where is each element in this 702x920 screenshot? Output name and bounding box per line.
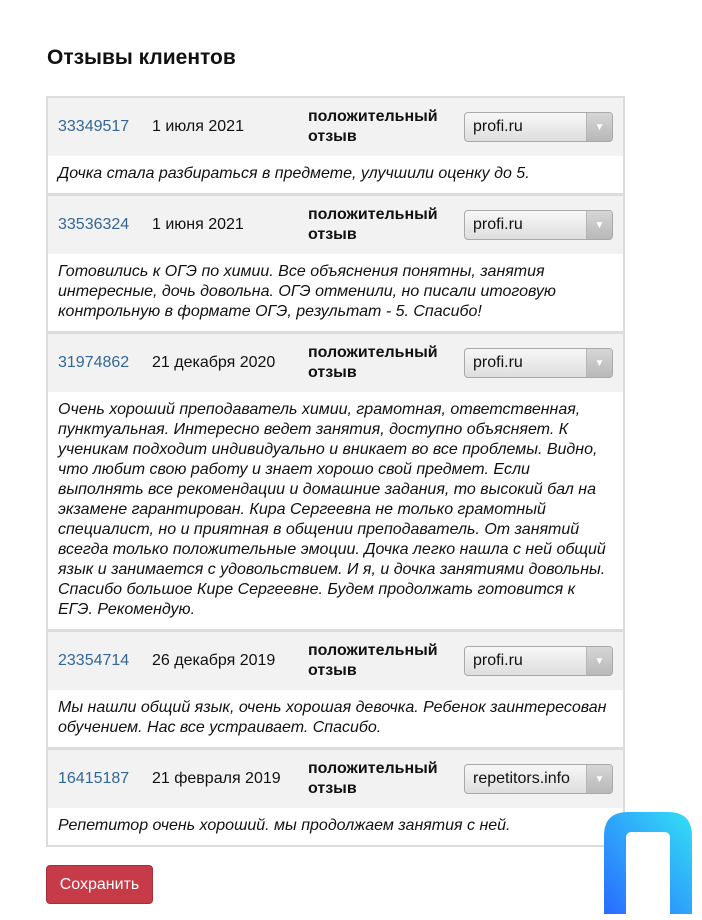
- review-row: [48, 632, 623, 750]
- review-source-select[interactable]: [464, 348, 613, 378]
- chevron-down-icon[interactable]: ▼: [586, 349, 612, 377]
- review-source-value: profi.ru: [473, 216, 523, 233]
- review-header: [48, 750, 623, 808]
- review-source-value: profi.ru: [473, 118, 523, 135]
- review-text: Очень хороший преподаватель химии, грамотная, ответственная, пунктуальная. Интересно ведет занятия, доступно объясняет. К ученикам подходит индивидуально и вникает во все проблемы. Видно, что любит свою работу и знает хорошо свой предмет. Если выполнять все рекомендации и домашние задания, то высокий бал на экзамене гарантирован. Кира Сергеевна не только грамотный специалист, но и приятная в общении преподаватель. От занятий всегда только положительные эмоции. Дочка легко нашла с ней общий язык и занимается с удовольствием. И я, и дочка занятиями довольны. Спасибо большое Кире Сергеевне. Будем продолжать готовится к ЕГЭ. Рекомендую.: [58, 401, 606, 618]
- review-source-value: repetitors.info: [473, 770, 570, 787]
- review-date: 21 февраля 2019: [152, 770, 281, 787]
- review-source-value: profi.ru: [473, 354, 523, 371]
- reviews-table: [46, 96, 625, 847]
- review-text: Дочка стала разбираться в предмете, улучшили оценку до 5.: [58, 165, 530, 182]
- review-source-select[interactable]: [464, 112, 613, 142]
- review-date: 21 декабря 2020: [152, 354, 276, 371]
- review-id-link[interactable]: 23354714: [58, 652, 130, 669]
- review-text: Готовились к ОГЭ по химии. Все объяснения понятны, занятия интересные, дочь довольна. ОГЭ отменили, но писали итоговую контрольную в формате ОГЭ, результат - 5. Спасибо!: [58, 263, 556, 320]
- review-type: положительный отзыв: [308, 642, 438, 679]
- review-id-link[interactable]: 31974862: [58, 354, 130, 371]
- review-row: [48, 98, 623, 196]
- review-type: положительный отзыв: [308, 206, 438, 243]
- page-title: Отзывы клиентов: [47, 46, 236, 69]
- chevron-down-icon[interactable]: ▼: [586, 647, 612, 675]
- review-date: 26 декабря 2019: [152, 652, 276, 669]
- review-type: положительный отзыв: [308, 108, 438, 145]
- review-id-link[interactable]: 33349517: [58, 118, 130, 135]
- chevron-down-icon[interactable]: ▼: [586, 113, 612, 141]
- chevron-down-icon[interactable]: ▼: [586, 211, 612, 239]
- review-source-select[interactable]: [464, 210, 613, 240]
- review-header: [48, 334, 623, 392]
- review-date: 1 июня 2021: [152, 216, 244, 233]
- review-header: [48, 98, 623, 156]
- review-source-select[interactable]: [464, 646, 613, 676]
- review-row: [48, 334, 623, 632]
- review-source-select[interactable]: [464, 764, 613, 794]
- review-text: Репетитор очень хороший. мы продолжаем занятия с ней.: [58, 817, 511, 834]
- brand-logo-icon: [602, 810, 694, 914]
- review-id-link[interactable]: 33536324: [58, 216, 130, 233]
- review-source-value: profi.ru: [473, 652, 523, 669]
- review-header: [48, 196, 623, 254]
- review-type: положительный отзыв: [308, 344, 438, 381]
- review-row: [48, 196, 623, 334]
- review-row: [48, 750, 623, 845]
- chevron-down-icon[interactable]: ▼: [586, 765, 612, 793]
- save-button[interactable]: Сохранить: [46, 865, 153, 904]
- review-type: положительный отзыв: [308, 760, 438, 797]
- review-date: 1 июля 2021: [152, 118, 244, 135]
- review-text: Мы нашли общий язык, очень хорошая девочка. Ребенок заинтересован обучением. Нас все устраивает. Спасибо.: [58, 699, 607, 736]
- review-id-link[interactable]: 16415187: [58, 770, 130, 787]
- review-header: [48, 632, 623, 690]
